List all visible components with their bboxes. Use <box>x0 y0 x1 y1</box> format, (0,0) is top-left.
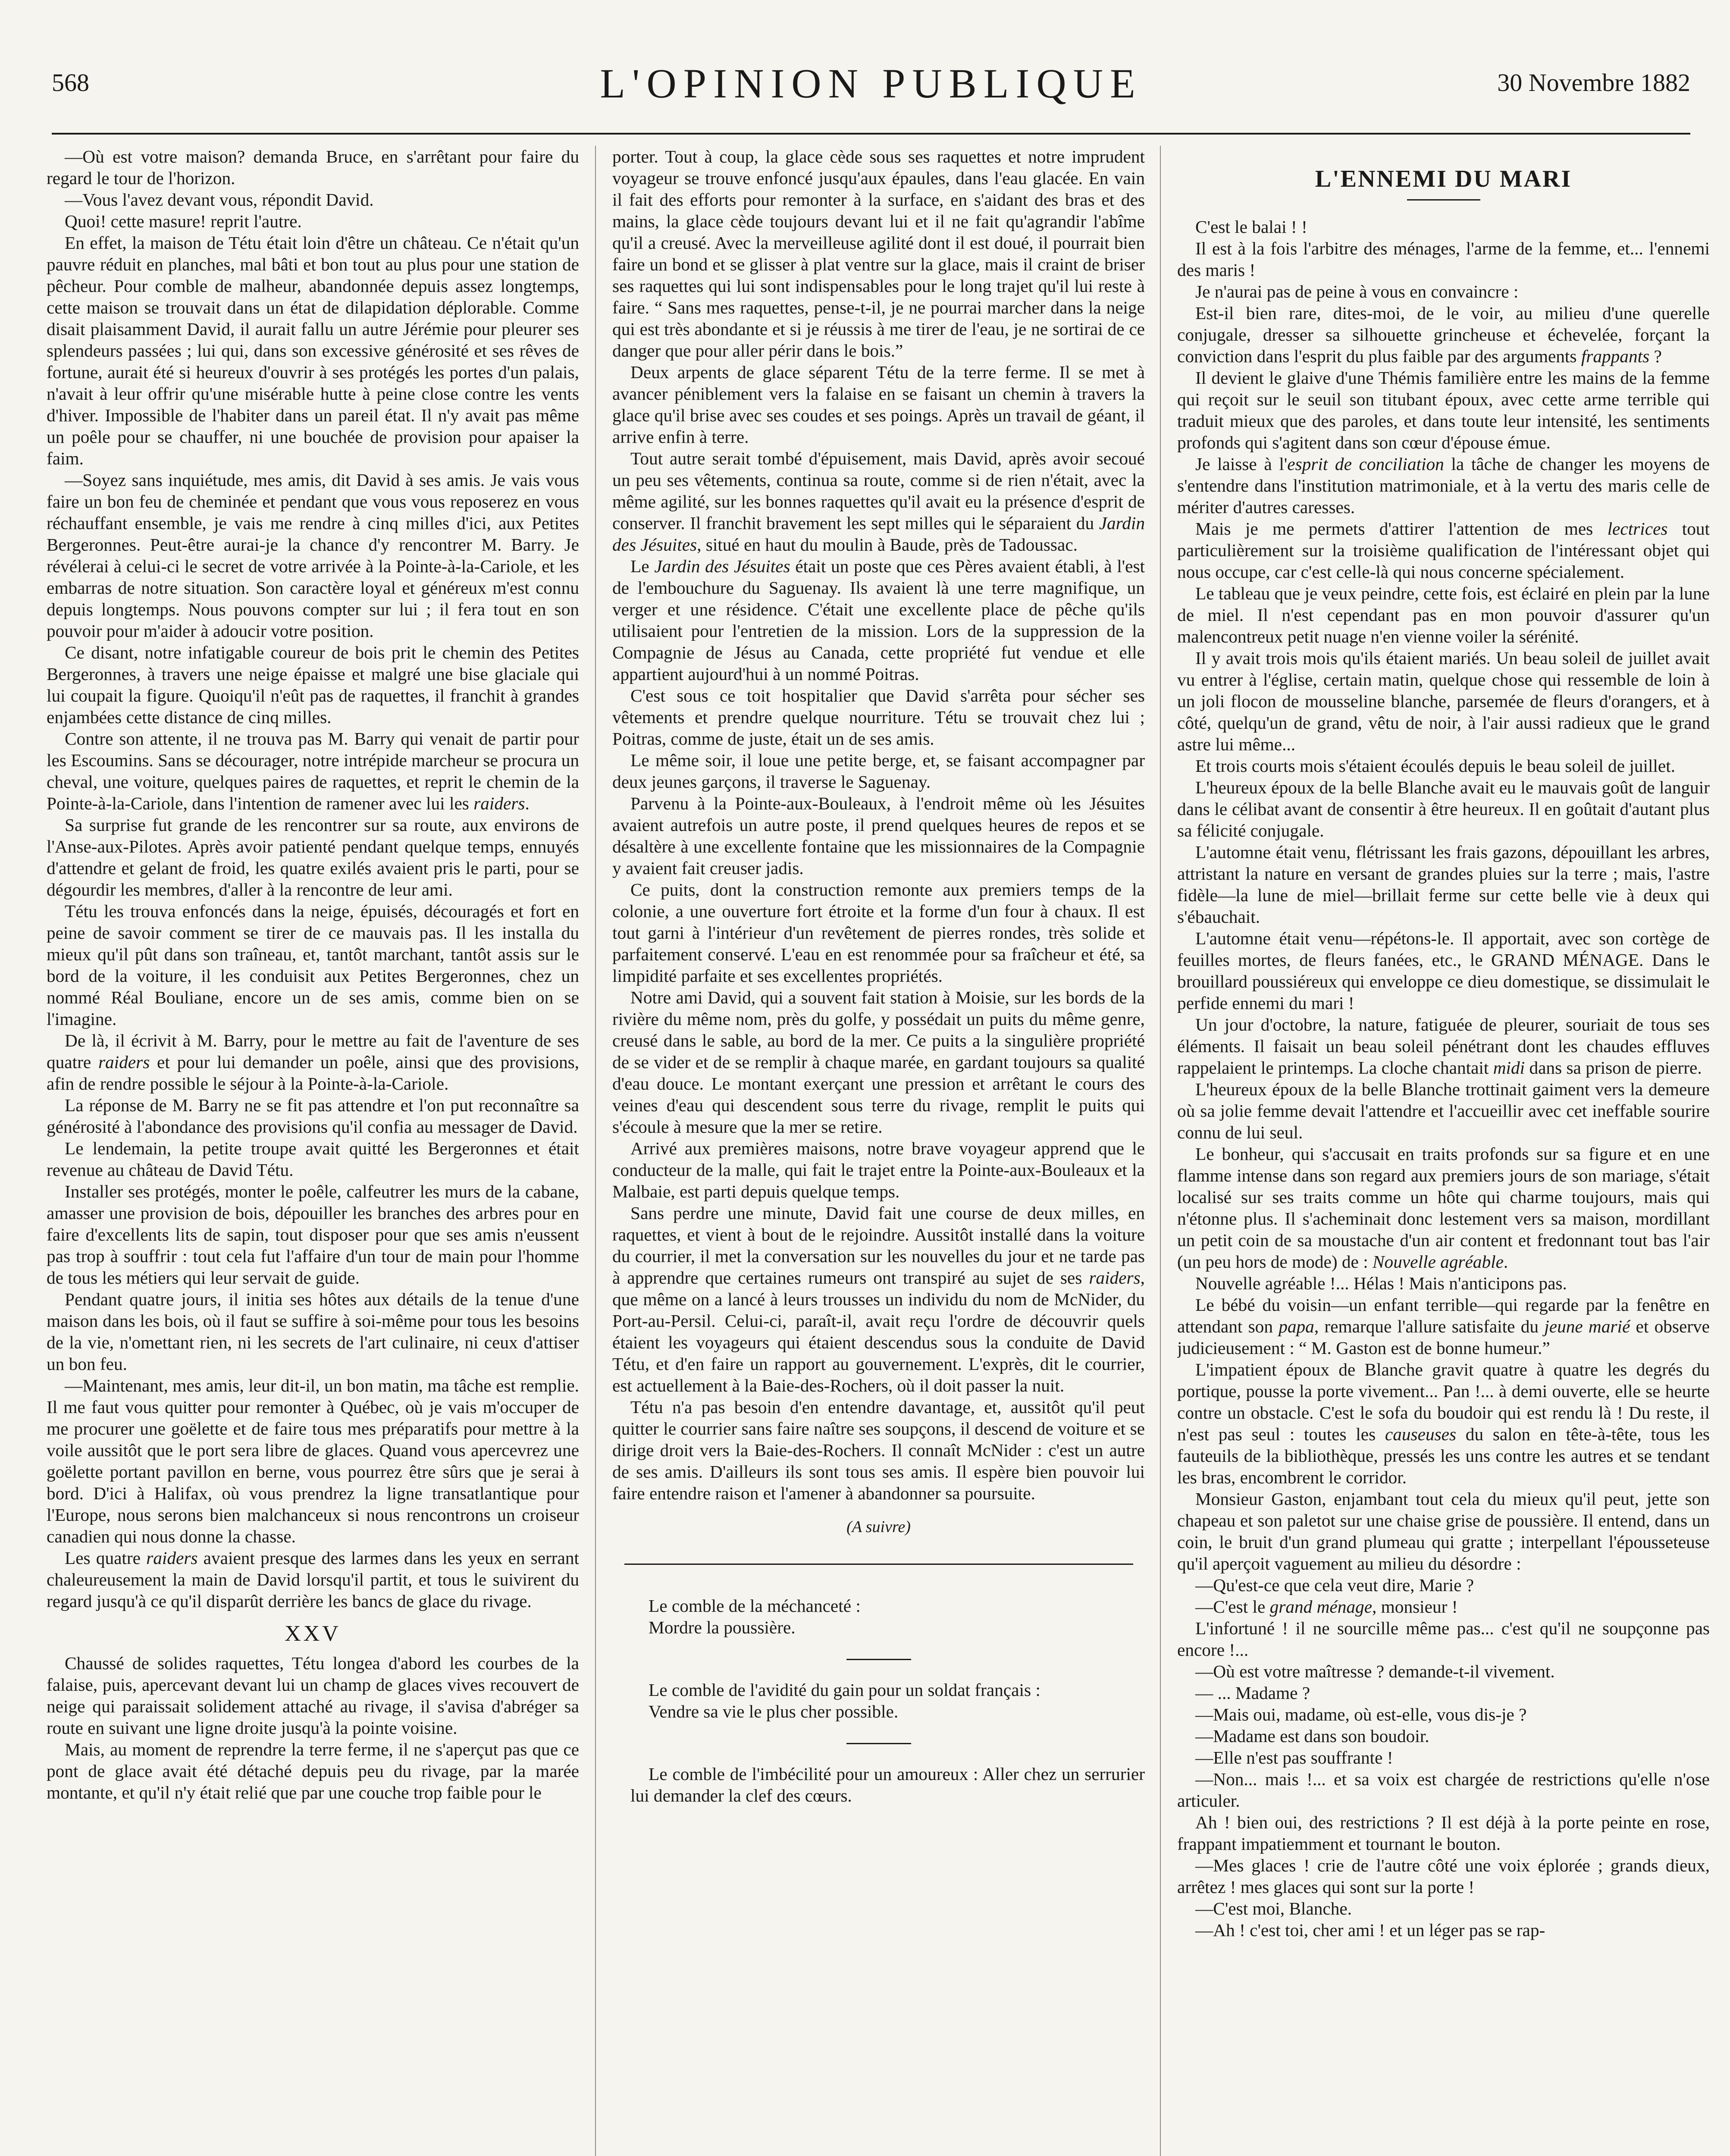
paragraph: Les quatre raiders avaient presque des larmes dans les yeux en serrant chaleureusement la main de David lorsqu'il partit, et tous le suivirent du regard jusqu'à ce qu'il disparût derrière les bancs de glace du rivage. <box>47 1548 579 1611</box>
paragraph: —Non... mais !... et sa voix est chargée de restrictions qu'elle n'ose articuler. <box>1177 1769 1710 1811</box>
paragraph: Deux arpents de glace séparent Tétu de la terre ferme. Il se met à avancer péniblement vers la falaise en se faisant un chemin à travers la glace qu'il brise avec ses coudes et ses poings. Après un travail de géant, il arrive enfin à terre. <box>612 362 1145 447</box>
paragraph: Tétu n'a pas besoin d'en entendre davantage, et, aussitôt qu'il peut quitter le courrier sans faire naître ses soupçons, il descend de voiture et se dirige droit vers la Baie-des-Rochers. Il connaît McNider : c'est un autre de ses amis. D'ailleurs ils sont tous ses amis. Il espère bien pouvoir lui faire entendre raison et l'amener à abandonner sa poursuite. <box>612 1397 1145 1503</box>
paragraph: La réponse de M. Barry ne se fit pas attendre et l'on put reconnaître sa générosité à l'abondance des provisions qu'il confia au messager de David. <box>47 1095 579 1137</box>
title-rule <box>1407 199 1480 201</box>
paragraph: Mais je me permets d'attirer l'attention de mes lectrices tout particulièrement sur la troisième qualification de l'intéressant objet qui nous occupe, car c'est celle-là qui nous concerne spécialement. <box>1177 519 1710 582</box>
paragraph: Je n'aurai pas de peine à vous en convaincre : <box>1195 282 1519 301</box>
chapter-number: XXV <box>285 1621 341 1646</box>
paragraph: —C'est le grand ménage, monsieur ! <box>1195 1597 1458 1617</box>
paragraph: L'heureux époux de la belle Blanche avait eu le mauvais goût de languir dans le célibat avant de consentir à être heureux. Il en goûtait d'autant plus sa félicité conjugale. <box>1177 777 1710 840</box>
paragraph: —Qu'est-ce que cela veut dire, Marie ? <box>1195 1575 1474 1595</box>
paragraph: —Ah ! c'est toi, cher ami ! et un léger pas se rap- <box>1195 1920 1545 1940</box>
joke-setup: Le comble de la méchanceté : <box>649 1596 861 1616</box>
paragraph: Le Jardin des Jésuites était un poste que ces Pères avaient établi, à l'est de l'embouchure du Saguenay. Ils avaient là une terre magnifique, un verger et une résidence. C'était une excellente place de pêche qu'ils utilisaient pour l'entretien de la mission. Lors de la suppression de la Compagnie de Jésus au Canada, cette propriété fut vendue et elle appartient aujourd'hui à un nommé Poitras. <box>612 556 1145 684</box>
paragraph: Notre ami David, qui a souvent fait station à Moisie, sur les bords de la rivière du même nom, près du golfe, y possédait un puits du même genre, creusé dans le sable, au bord de la mer. Ce puits a la singulière propriété de se vider et de se remplir à chaque marée, en gardant toujours sa qualité d'eau douce. Le montant exerçant une pression et arrêtant le cours des veines d'eau qui descendent sous terre du rivage, remplit le puits qui s'écoule à mesure que la mer se retire. <box>612 987 1145 1137</box>
paragraph: —Elle n'est pas souffrante ! <box>1195 1748 1393 1767</box>
masthead <box>52 51 1690 135</box>
paragraph: Un jour d'octobre, la nature, fatiguée de pleurer, souriait de tous ses éléments. Il faisait un beau soleil pénétrant dont les chaudes effluves rappelaient le printemps. La cloche chantait midi dans sa prison de pierre. <box>1177 1015 1710 1078</box>
paragraph: Il est à la fois l'arbitre des ménages, l'arme de la femme, et... l'ennemi des maris ! <box>1177 238 1710 280</box>
paragraph: Le bébé du voisin—un enfant terrible—qui regarde par la fenêtre en attendant son papa, remarque l'allure satisfaite du jeune marié et observe judicieusement : “ M. Gaston est de bonne humeur.” <box>1177 1295 1710 1358</box>
paragraph: Pendant quatre jours, il initia ses hôtes aux détails de la tenue d'une maison dans les bois, où il faut se suffire à soi-même pour tous les besoins de la vie, n'omettant rien, ni les secrets de l'art culinaire, ni ceux d'attiser un bon feu. <box>47 1289 579 1374</box>
paragraph: —C'est moi, Blanche. <box>1195 1899 1352 1918</box>
divider-rule <box>846 1743 911 1744</box>
serial-text <box>612 146 1145 1504</box>
paragraph: Arrivé aux premières maisons, notre brave voyageur apprend que le conducteur de la malle, qui fait le trajet entre la Pointe-aux-Bouleaux et la Malbaie, est parti depuis quelque temps. <box>612 1138 1145 1201</box>
paragraph: Est-il bien rare, dites-moi, de le voir, au milieu d'une querelle conjugale, dresser sa silhouette grincheuse et échevelée, forçant la conviction dans l'esprit du plus faible par des arguments frappants ? <box>1177 303 1710 366</box>
newspaper-title: L'OPINION PUBLIQUE <box>600 60 1142 107</box>
paragraph: Nouvelle agréable !... Hélas ! Mais n'anticipons pas. <box>1195 1273 1567 1293</box>
to-be-continued: (A suivre) <box>846 1518 911 1536</box>
paragraph: Installer ses protégés, monter le poêle, calfeutrer les murs de la cabane, amasser une provision de bois, dépouiller les branches des arbres pour en faire d'excellents lits de sapin, tout disposer pour que ses amis n'eussent pas trop à souffrir : tout cela fut l'affaire d'un tour de main pour l'homme de tous les métiers qui leur servait de guide. <box>47 1181 579 1288</box>
paragraph: Sans perdre une minute, David fait une course de deux milles, en raquettes, et vient à bout de le rejoindre. Aussitôt installé dans la voiture du courrier, il met la conversation sur les nouvelles du jour et ne tarde pas à apprendre que certaines rumeurs ont transpiré au sujet de ses raiders, que même on a lancé à leurs trousses un individu du nom de McNider, du Port-au-Persil. Celui-ci, paraît-il, avait reçu l'ordre de découvrir quels étaient les voyageurs qui étaient descendus sous la conduite de David Tétu, et d'en faire un rapport au gouvernement. L'exprès, dit le courrier, est actuellement à la Baie-des-Rochers, où il doit passer la nuit. <box>612 1203 1145 1395</box>
jokes-section <box>612 1595 1145 1806</box>
paragraph: C'est sous ce toit hospitalier que David s'arrêta pour sécher ses vêtements et prendre quelque nourriture. Tétu se trouvait chez lui ; Poitras, comme de juste, était un de ses amis. <box>612 686 1145 749</box>
paragraph: —Vous l'avez devant vous, répondit David. <box>65 190 374 210</box>
article-body <box>1177 216 1710 1941</box>
paragraph: Sa surprise fut grande de les rencontrer sur sa route, aux environs de l'Anse-aux-Pilotes. Après avoir patienté pendant quelque temps, ennuyés d'attendre et gelant de froid, les quatre exilés avaient pris le parti, pour se dégourdir les membres, d'aller à la rencontre de leur ami. <box>47 815 579 899</box>
serial-column-1 <box>47 146 579 2156</box>
column-divider <box>595 146 596 2156</box>
paragraph: Il devient le glaive d'une Thémis familière entre les mains de la femme qui reçoit sur le seuil son titubant époux, avec cette arme terrible qui traduit mieux que des paroles, et dans toute leur intensité, les sentiments profonds qui s'agitent dans son cœur d'épouse émue. <box>1177 368 1710 452</box>
paragraph: L'automne était venu, flétrissant les frais gazons, dépouillant les arbres, attristant la nature en versant de grandes pluies sur la terre ; mais, l'astre fidèle—la lune de miel—brillait ferme sur cette belle vie à deux qui s'ébauchait. <box>1177 842 1710 927</box>
divider-rule <box>846 1659 911 1660</box>
paragraph: Le bonheur, qui s'accusait en traits profonds sur sa figure et en une flamme intense dans son regard aux premiers jours de son mariage, s'était localisé sur ses traits comme un hôte qui charme toujours, mais qui n'étonne plus. Il s'acheminait donc lestement vers sa maison, mordillant un petit coin de sa moustache d'un air content et fredonnant tout bas l'air (un peu hors de mode) de : Nouvelle agréable. <box>1177 1144 1710 1272</box>
paragraph: Tout autre serait tombé d'épuisement, mais David, après avoir secoué un peu ses vêtements, continua sa route, comme si de rien n'était, avec la même agilité, sur les bonnes raquettes qu'il avait eu la présence d'esprit de conserver. Il franchit bravement les sept milles qui le séparaient du Jardin des Jésuites, situé en haut du moulin à Baude, près de Tadoussac. <box>612 448 1145 555</box>
paragraph: Ce disant, notre infatigable coureur de bois prit le chemin des Petites Bergeronnes, à travers une neige épaisse et malgré une bise glaciale qui lui coupait la figure. Quoiqu'il n'eût pas de raquettes, il franchit à grandes enjambées cette distance de cinq milles. <box>47 642 579 727</box>
paragraph: C'est le balai ! ! <box>1195 217 1307 237</box>
paragraph: En effet, la maison de Tétu était loin d'être un château. Ce n'était qu'un pauvre réduit en planches, mal bâti et bon tout au plus pour une station de pêcheur. Pour comble de malheur, abandonnée depuis assez longtemps, cette maison se trouvait dans un état de dilapidation déplorable. Comme disait plaisamment David, il aurait fallu un autre Jérémie pour pleurer ses splendeurs passées ; lui qui, dans son excessive générosité et ses rêves de fortune, aurait été si heureux d'ouvrir à ses protégés les portes d'un palais, n'avait à leur offrir qu'une misérable hutte à peine close contre les vents d'hiver. Impossible de l'habiter dans un pareil état. Il n'y avait pas même un poêle pour se chauffer, ni une bouchée de provision pour apaiser la faim. <box>47 233 579 468</box>
joke-setup: Le comble de l'avidité du gain pour un soldat français : <box>649 1680 1041 1700</box>
paragraph: Ah ! bien oui, des restrictions ? Il est déjà à la porte peinte en rose, frappant impatiemment et tournant le bouton. <box>1177 1812 1710 1854</box>
serial-text <box>47 146 579 1612</box>
paragraph: —Soyez sans inquiétude, mes amis, dit David à ses amis. Je vais vous faire un bon feu de cheminée et pendant que vous vous reposerez en vous réchauffant ensemble, je vais me rendre à cinq milles d'ici, aux Petites Bergeronnes. Peut-être aurai-je la chance d'y rencontrer M. Barry. Je révélerai à celui-ci le secret de votre arrivée à la Pointe-à-la-Cariole, et les embarras de notre situation. Son caractère loyal et généreux m'est connu depuis longtemps. Nous pouvons compter sur lui ; il fera tout en son pouvoir pour m'aider à adoucir votre position. <box>47 470 579 641</box>
paragraph: Chaussé de solides raquettes, Tétu longea d'abord les courbes de la falaise, puis, apercevant devant lui un champ de glaces vives recouvert de neige qui paraissait solidement attaché au rivage, il s'avisa d'abréger sa route en suivant une ligne droite jusqu'à la pointe voisine. <box>47 1653 579 1738</box>
paragraph: L'automne était venu—répétons-le. Il apportait, avec son cortège de feuilles mortes, de fleurs fanées, etc., le GRAND MÉNAGE. Dans le brouillard poussiéreux qui enveloppe ce dieu domestique, se dissimulait le perfide ennemi du mari ! <box>1177 928 1710 1013</box>
article-column <box>1177 146 1710 2156</box>
paragraph: —Mais oui, madame, où est-elle, vous dis-je ? <box>1195 1705 1527 1724</box>
divider-rule <box>624 1564 1133 1565</box>
paragraph: Et trois courts mois s'étaient écoulés depuis le beau soleil de juillet. <box>1195 756 1676 776</box>
paragraph: Mais, au moment de reprendre la terre ferme, il ne s'aperçut pas que ce pont de glace avait été détaché depuis peu du rivage, par la marée montante, et qu'il n'y était relié que par une couche trop faible pour le <box>47 1739 579 1802</box>
joke-punchline: Vendre sa vie le plus cher possible. <box>649 1702 899 1721</box>
paragraph: Ce puits, dont la construction remonte aux premiers temps de la colonie, a une ouverture fort étroite et la forme d'un four à chaux. Il est tout garni à l'intérieur d'un revêtement de pierres rondes, très solide et parfaitement conservé. L'eau en est renommée pour sa fraîcheur et été, sa limpidité parfaite et ses excellentes propriétés. <box>612 880 1145 986</box>
paragraph: porter. Tout à coup, la glace cède sous ses raquettes et notre imprudent voyageur se trouve enfoncé jusqu'aux épaules, dans l'eau glacée. En vain il fait des efforts pour remonter à la surface, en s'aidant des bras et des mains, la glace cède toujours devant lui et il ne fait qu'agrandir l'abîme qu'il a creusé. Avec la merveilleuse agilité dont il est doué, il pourrait bien faire un bond et se glisser à plat ventre sur la glace, mais il craint de briser ses raquettes qui lui sont indispensables pour le long trajet qu'il lui reste à faire. “ Sans mes raquettes, pense-t-il, je ne pourrai marcher dans la neige qui est très abondante et si je réussis à me tirer de l'eau, je ne sortirai de ce danger que pour aller périr dans le bois.” <box>612 147 1145 360</box>
serial-column-2 <box>612 146 1145 2156</box>
paragraph: —Où est votre maîtresse ? demande-t-il vivement. <box>1195 1661 1555 1681</box>
paragraph: L'impatient époux de Blanche gravit quatre à quatre les degrés du portique, pousse la porte vivement... Pan !... à demi ouverte, elle se heurte contre un obstacle. C'est le sofa du boudoir qui est rendu là ! Du reste, il n'est pas seul : toutes les causeuses du salon en tête-à-tête, tous les fauteuils de la bibliothèque, pressés les uns contre les autres et se tendant les bras, encombrent le corridor. <box>1177 1360 1710 1487</box>
paragraph: Quoi! cette masure! reprit l'autre. <box>65 211 302 231</box>
paragraph: Il y avait trois mois qu'ils étaient mariés. Un beau soleil de juillet avait vu entrer à l'église, certain matin, quelque chose qui ressemble de loin à un joli flocon de mousseline blanche, parsemée de fleurs d'orangers, et à côté, quelqu'un de grand, vêtu de noir, à l'air aussi radieux que le grand astre lui même... <box>1177 648 1710 754</box>
paragraph: Tétu les trouva enfoncés dans la neige, épuisés, découragés et fort en peine de savoir comment se tirer de ce mauvais pas. Il les installa du mieux qu'il pût dans son traîneau, et, tantôt marchant, tantôt assis sur le bord de la voiture, il les conduisit aux Petites Bergeronnes, chez un nommé Réal Bouliane, encore un de ses amis, comme bien on se l'imagine. <box>47 901 579 1029</box>
serial-text <box>47 1652 579 1803</box>
issue-date: 30 Novembre 1882 <box>1497 69 1690 97</box>
paragraph: Parvenu à la Pointe-aux-Bouleaux, à l'endroit même où les Jésuites avaient autrefois un autre poste, il prend quelques heures de repos et se désaltère à une excellente fontaine que les missionnaires de la Compagnie y avaient fait creuser jadis. <box>612 793 1145 878</box>
joke-setup: Le comble de l'imbécilité pour un amoureux : Aller chez un serrurier lui demander la clef des cœurs. <box>630 1764 1145 1805</box>
column-divider <box>1160 146 1161 2156</box>
paragraph: —Mes glaces ! crie de l'autre côté une voix éplorée ; grands dieux, arrêtez ! mes glaces qui sont sur la porte ! <box>1177 1855 1710 1897</box>
paragraph: —Maintenant, mes amis, leur dit-il, un bon matin, ma tâche est remplie. Il me faut vous quitter pour remonter à Québec, où je vais m'occuper de me procurer une goëlette et de faire tous mes préparatifs pour mettre à la voile aussitôt que le port sera libre de glaces. Quand vous apercevrez une goëlette portant pavillon en berne, vous pourrez être sûrs que je serai à bord. D'ici à Halifax, où vous prendrez la ligne transatlantique pour l'Europe, nous serons bien malchanceux si nous rencontrons un croiseur canadien qui nous donne la chasse. <box>47 1376 579 1546</box>
page-number: 568 <box>52 69 89 97</box>
paragraph: L'infortuné ! il ne sourcille même pas... c'est qu'il ne soupçonne pas encore !... <box>1177 1618 1710 1660</box>
article-title: L'ENNEMI DU MARI <box>1315 166 1572 192</box>
paragraph: —Madame est dans son boudoir. <box>1195 1726 1429 1746</box>
paragraph: De là, il écrivit à M. Barry, pour le mettre au fait de l'aventure de ses quatre raiders et pour lui demander un poêle, ainsi que des provisions, afin de rendre possible le séjour à la Pointe-à-la-Cariole. <box>47 1031 579 1094</box>
paragraph: L'heureux époux de la belle Blanche trottinait gaiment vers la demeure où sa jolie femme devait l'attendre et l'accueillir avec cet ineffable sourire connu de lui seul. <box>1177 1079 1710 1142</box>
paragraph: Le même soir, il loue une petite berge, et, se faisant accompagner par deux jeunes garçons, il traverse le Saguenay. <box>612 750 1145 792</box>
paragraph: Le lendemain, la petite troupe avait quitté les Bergeronnes et était revenue au château de David Tétu. <box>47 1138 579 1180</box>
paragraph: Monsieur Gaston, enjambant tout cela du mieux qu'il peut, jette son chapeau et son paletot sur une chaise grise de poussière. Il entend, dans un coin, le bruit d'un grand plumeau qui gratte ; interpellant l'épousseteuse qu'il aperçoit vaguement au milieu du désordre : <box>1177 1489 1710 1573</box>
paragraph: Contre son attente, il ne trouva pas M. Barry qui venait de partir pour les Escoumins. Sans se décourager, notre intrépide marcheur se procura un cheval, une voiture, quelques paires de raquettes, et reprit le chemin de la Pointe-à-la-Cariole, dans l'intention de ramener avec lui les raiders. <box>47 729 579 813</box>
paragraph: Je laisse à l'esprit de conciliation la tâche de changer les moyens de s'entendre dans l'institution matrimoniale, et à la vertu des maris celle de mériter d'autres caresses. <box>1177 454 1710 517</box>
paragraph: — ... Madame ? <box>1195 1683 1310 1703</box>
paragraph: —Où est votre maison? demanda Bruce, en s'arrêtant pour faire du regard le tour de l'horizon. <box>47 147 579 188</box>
joke-punchline: Mordre la poussière. <box>649 1617 796 1637</box>
paragraph: Le tableau que je veux peindre, cette fois, est éclairé en plein par la lune de miel. Il n'est cependant pas en mon pouvoir d'assurer qu'un malencontreux petit nuage n'en vienne voiler la sérénité. <box>1177 583 1710 646</box>
